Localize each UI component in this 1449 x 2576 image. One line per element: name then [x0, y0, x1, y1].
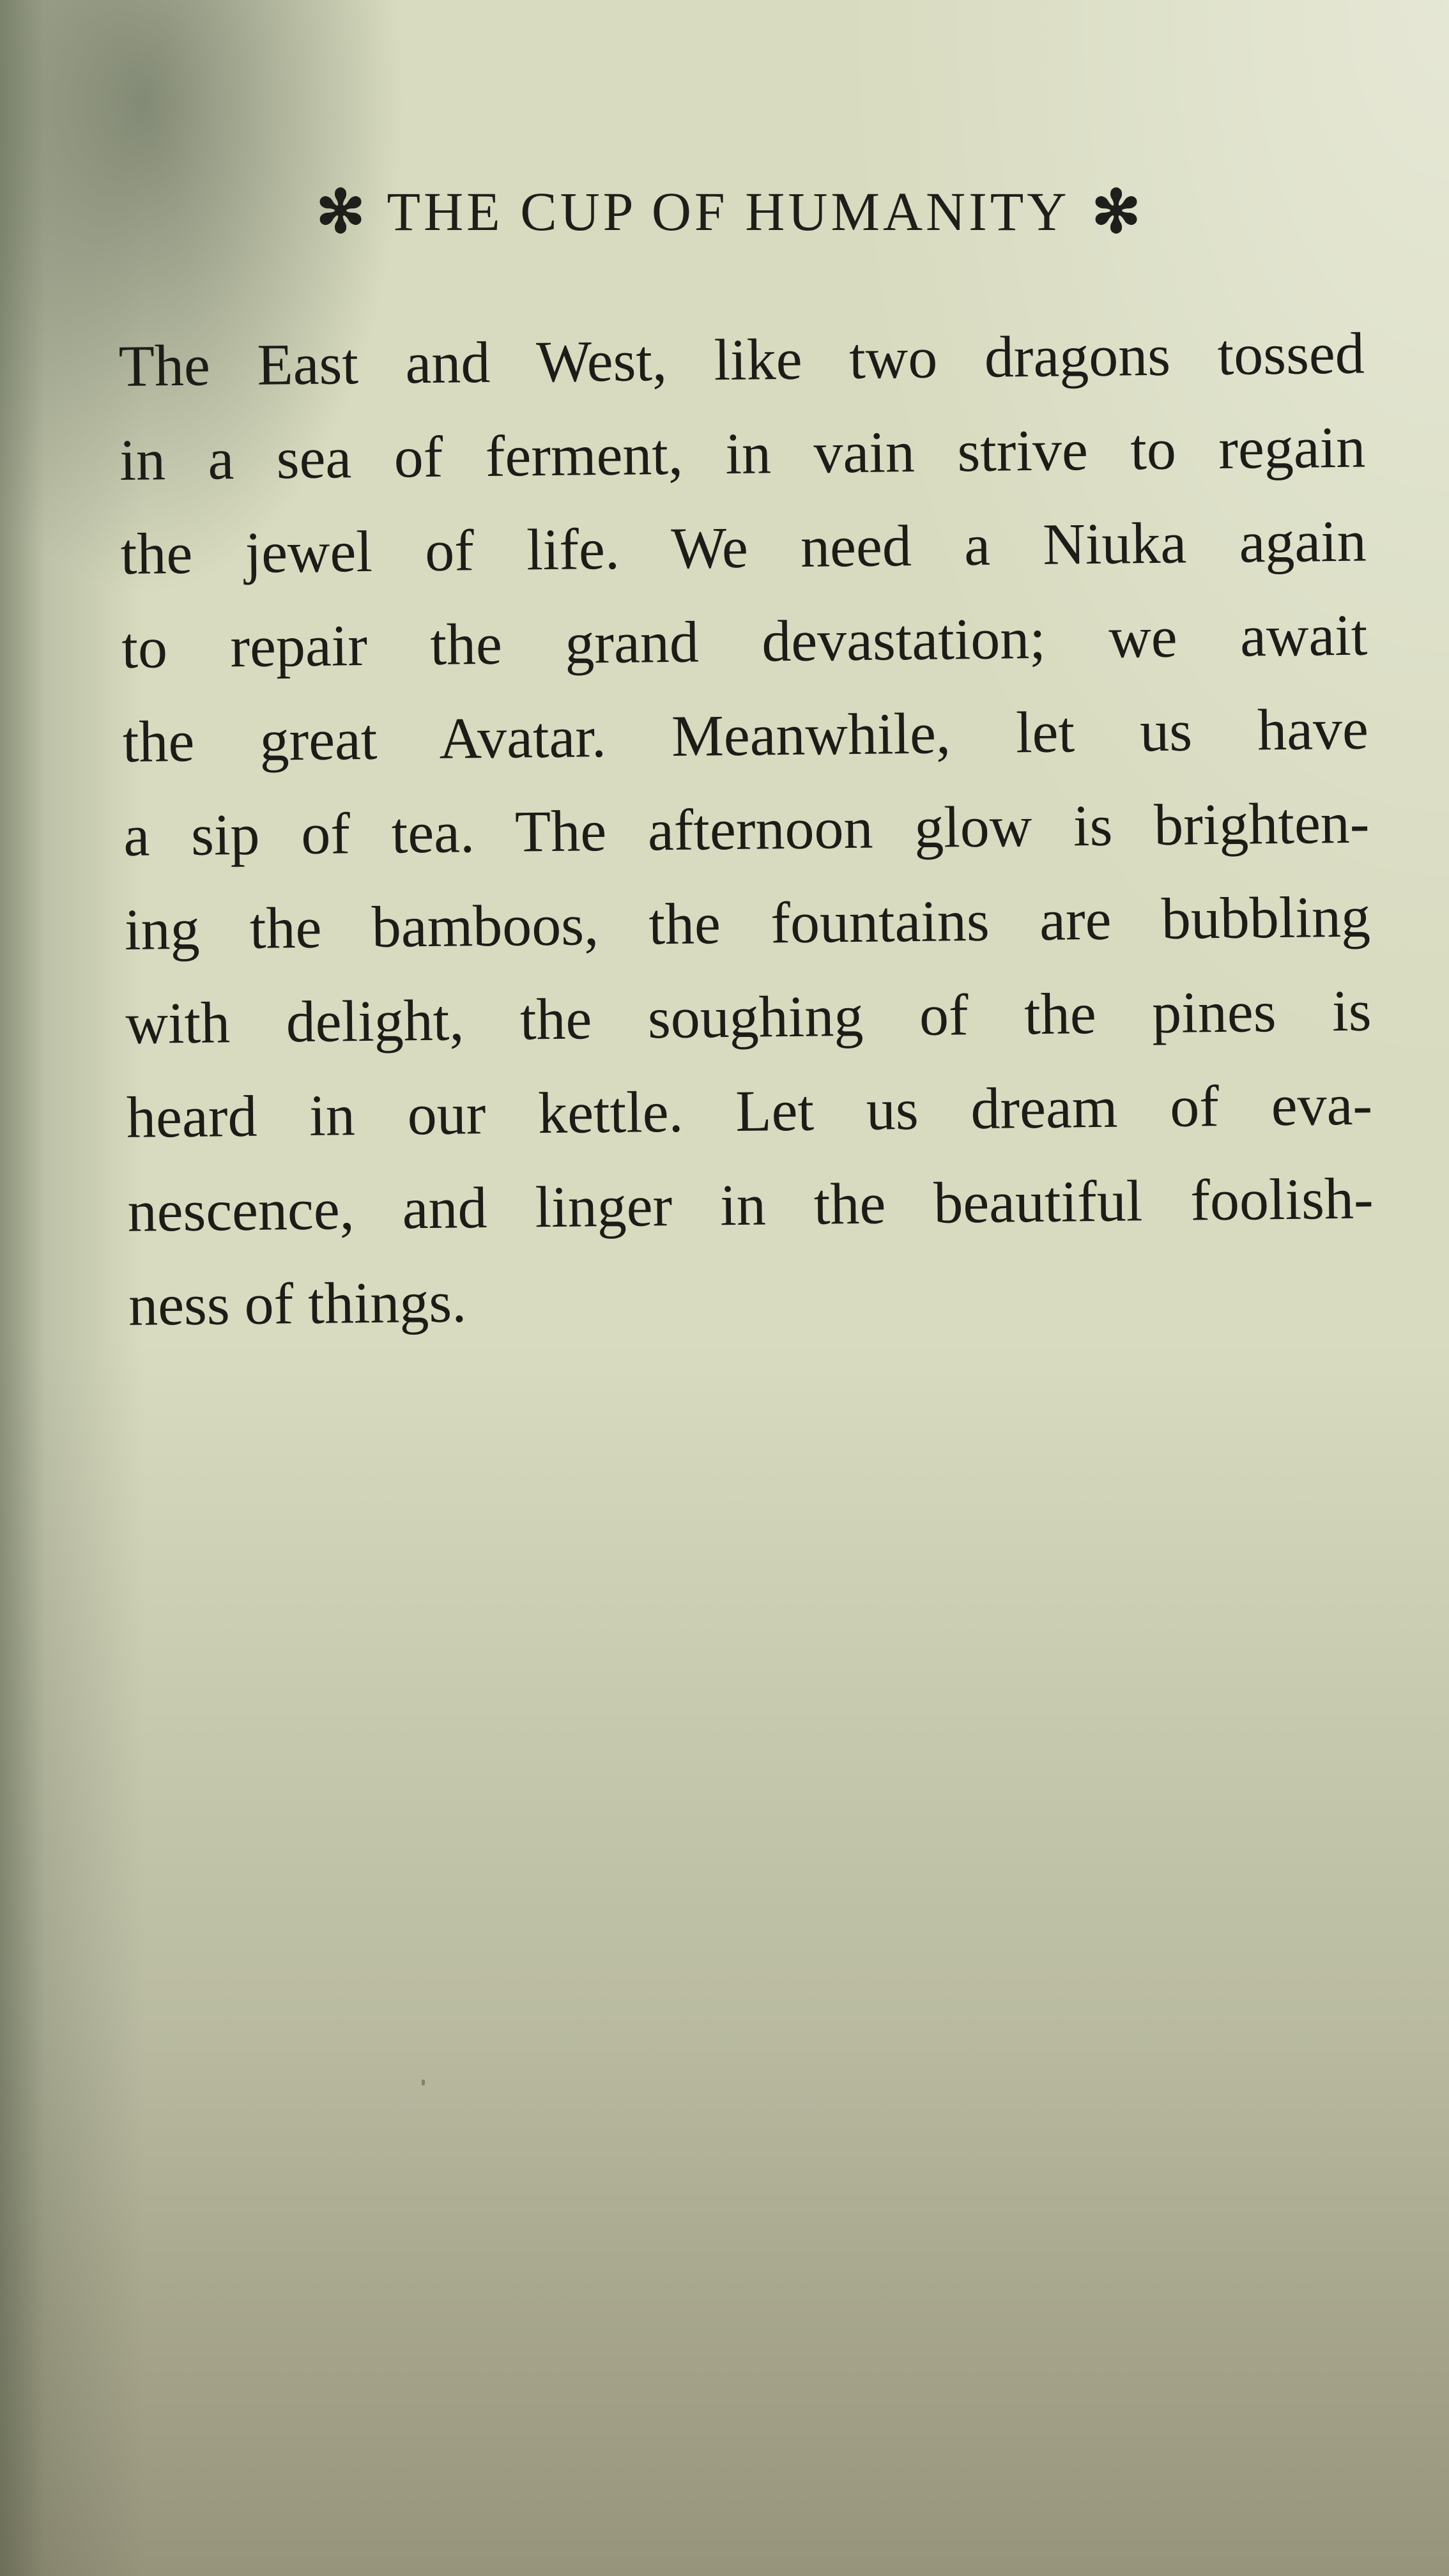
- chapter-title: THE CUP OF HUMANITY: [387, 181, 1070, 242]
- paper-speck: [422, 2080, 425, 2085]
- text-line: ness of things.: [128, 1269, 467, 1338]
- asterisk-ornament-right-icon: ✻: [1091, 177, 1141, 246]
- text-line: nescence, and linger in the beautiful foolish-: [127, 1165, 1374, 1244]
- text-line: to repair the grand devastation; we await: [121, 602, 1368, 680]
- text-line: The East and West, like two dragons tossed: [118, 320, 1365, 399]
- body-paragraph: [118, 307, 1375, 1353]
- text-line: heard in our kettle. Let us dream of eva-: [126, 1071, 1373, 1150]
- text-line: in a sea of ferment, in vain strive to regain: [119, 414, 1366, 493]
- text-line: the jewel of life. We need a Niuka again: [120, 508, 1367, 586]
- text-line: the great Avatar. Meanwhile, let us have: [122, 696, 1369, 774]
- text-line: a sip of tea. The afternoon glow is brighten-: [123, 790, 1370, 868]
- text-line: ing the bamboos, the fountains are bubbling: [124, 884, 1371, 962]
- page-gutter-shadow: [0, 0, 45, 2576]
- chapter-heading: [268, 177, 1188, 246]
- text-line: with delight, the soughing of the pines is: [125, 977, 1372, 1056]
- asterisk-ornament-left-icon: ✻: [316, 177, 365, 246]
